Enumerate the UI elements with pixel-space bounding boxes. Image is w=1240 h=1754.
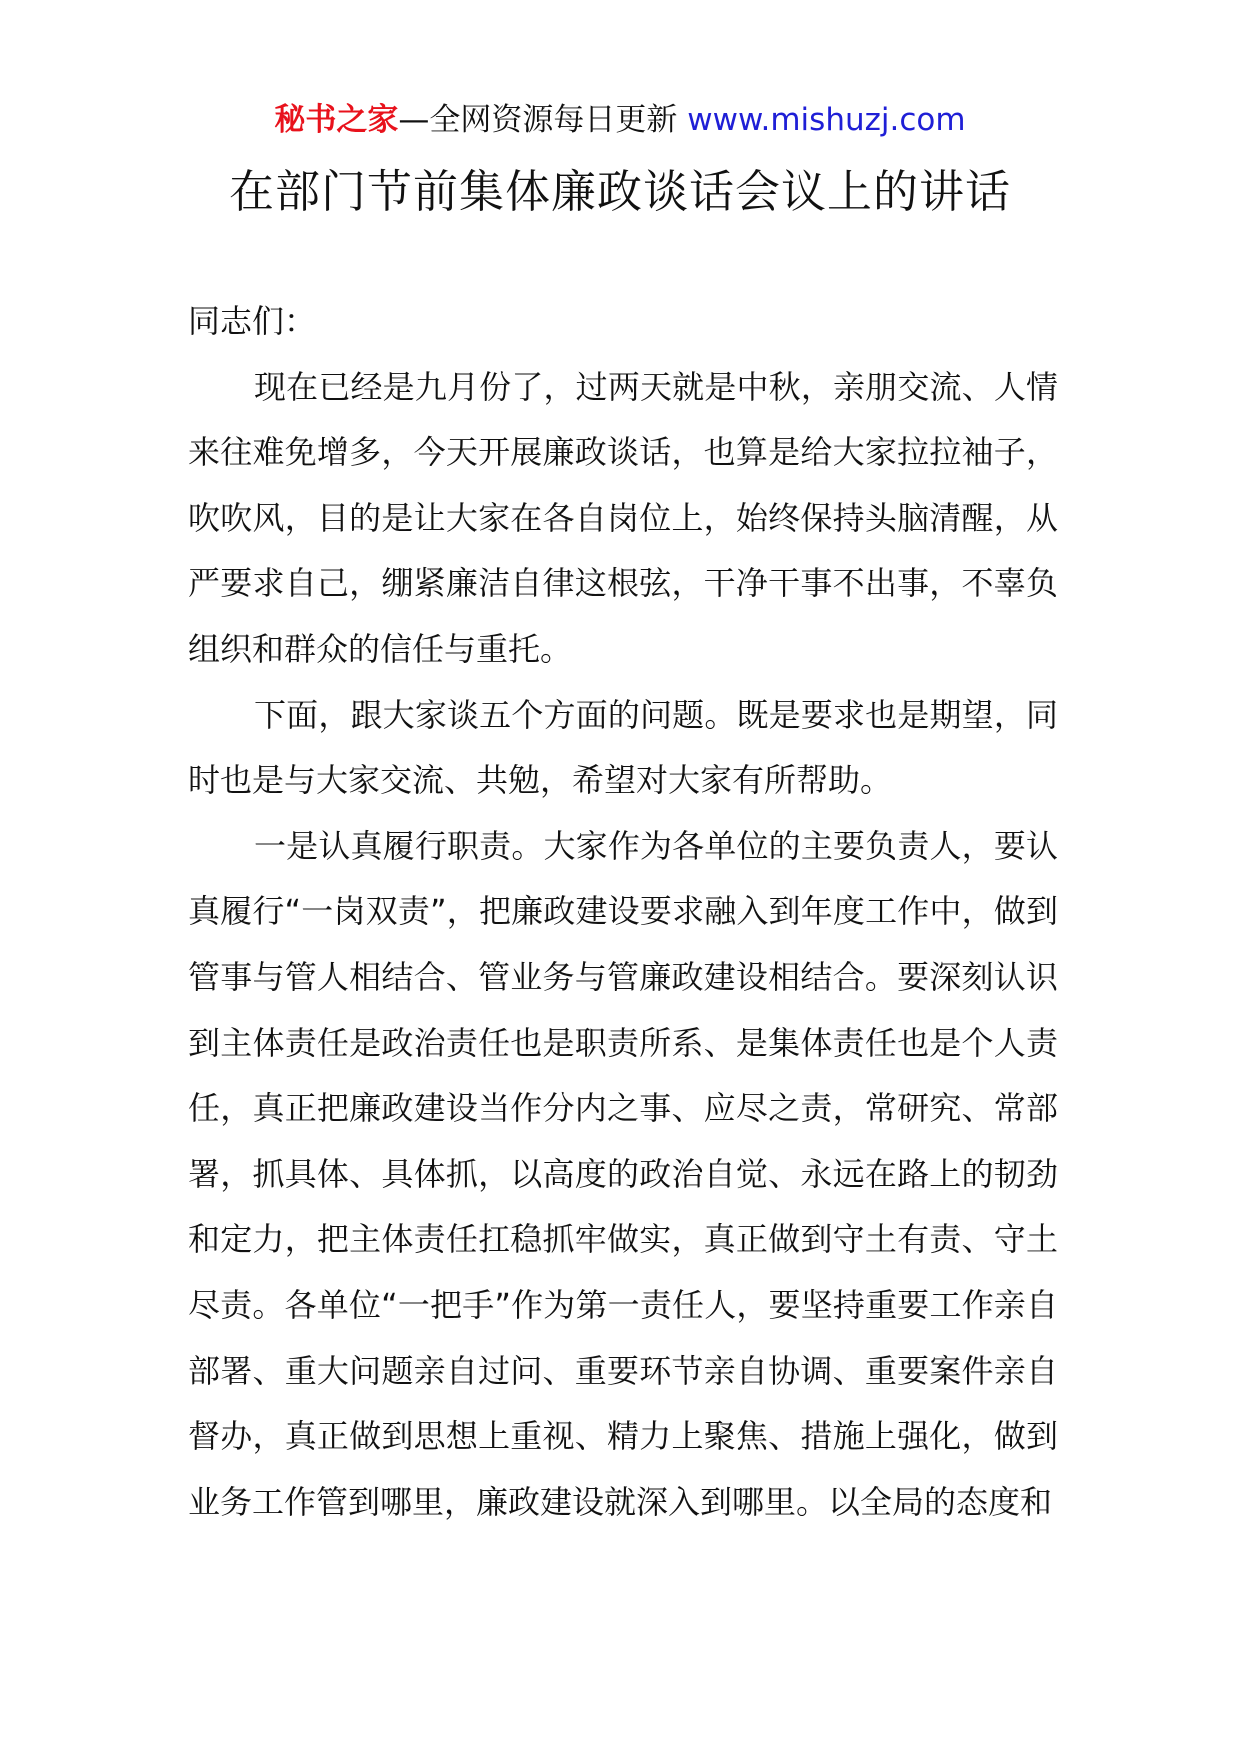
document-title: 在部门节前集体廉政谈话会议上的讲话 bbox=[228, 165, 1011, 218]
paragraph-2: 下面，跟大家谈五个方面的问题。既是要求也是期望，同时也是与大家交流、共勉，希望对大家有所帮助。 bbox=[188, 695, 1058, 800]
document-body bbox=[188, 289, 1058, 1535]
site-header bbox=[0, 100, 1240, 140]
paragraph-3: 一是认真履行职责。大家作为各单位的主要负责人，要认真履行“一岗双责”，把廉政建设要求融入到年度工作中，做到管事与管人相结合、管业务与管廉政建设相结合。要深刻认识到主体责任是政治责任也是职责所系、是集体责任也是个人责任，真正把廉政建设当作分内之事、应尽之责，常研究、常部署，抓具体、具体抓，以高度的政治自觉、永远在路上的韧劲和定力，把主体责任扛稳抓牢做实，真正做到守土有责、守土尽责。各单位“一把手”作为第一责任人，要坚持重要工作亲自部署、重大问题亲自过问、重要环节亲自协调、重要案件亲自督办，真正做到思想上重视、精力上聚焦、措施上强化，做到业务工作管到哪里，廉政建设就深入到哪里。以全局的态度和 bbox=[188, 826, 1058, 1521]
paragraph-1: 现在已经是九月份了，过两天就是中秋，亲朋交流、人情来往难免增多，今天开展廉政谈话，也算是给大家拉拉袖子，吹吹风，目的是让大家在各自岗位上，始终保持头脑清醒，从严要求自己，绷紧廉洁自律这根弦，干净干事不出事，不辜负组织和群众的信任与重托。 bbox=[188, 367, 1058, 668]
site-url-link[interactable]: www.mishuzj.com bbox=[687, 102, 966, 138]
salutation: 同志们： bbox=[188, 302, 317, 340]
brand-name: 秘书之家 bbox=[274, 102, 399, 138]
header-tagline: —全网资源每日更新 bbox=[398, 102, 678, 138]
